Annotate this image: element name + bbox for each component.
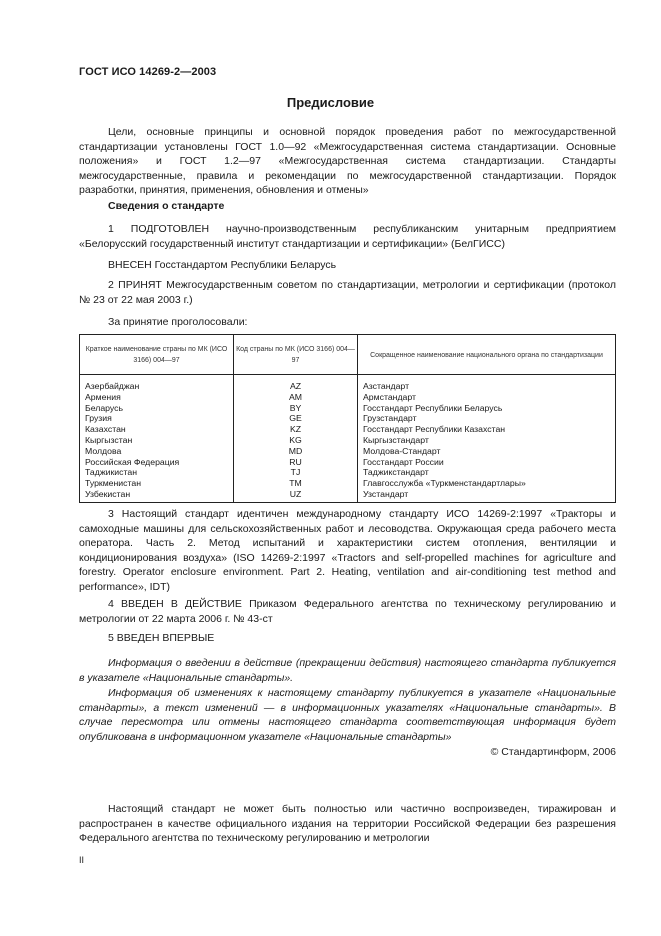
item-2 (79, 278, 616, 307)
info-paragraph-2 (79, 686, 616, 744)
body-cell: Кыргызстандарт (358, 435, 616, 446)
table-row (80, 478, 616, 489)
item-2-text: 2 ПРИНЯТ Межгосударственным советом по стандартизации, метрологии и сертификации (протокол № 23 от 22 мая 2003 г.) (79, 279, 616, 306)
code-cell: GE (234, 413, 358, 424)
country-cell: Узбекистан (80, 489, 234, 502)
info-2-text: Информация об изменениях к настоящему стандарту публикуется в указателе «Национальные стандарты», а текст изменений — в информационных указателях «Национальные стандарты». В случае пересмотра или отмены настоящего стандарта соответствующая информация будет опубликована в информационном указателе «Национальные стандарты» (79, 687, 616, 743)
voted-line: За принятие проголосовали: (108, 316, 248, 328)
item-1-text: 1 ПОДГОТОВЛЕН научно-производственным республиканским унитарным предприятием «Белорусский государственный институт стандартизации и сертификации» (БелГИСС) (79, 223, 616, 250)
country-cell: Казахстан (80, 424, 234, 435)
country-cell: Российская Федерация (80, 457, 234, 468)
country-cell: Азербайджан (80, 375, 234, 392)
info-paragraph-1 (79, 656, 616, 685)
code-cell: BY (234, 403, 358, 414)
subheading: Сведения о стандарте (108, 200, 225, 212)
body-cell: Госстандарт Республики Казахстан (358, 424, 616, 435)
body-cell: Узстандарт (358, 489, 616, 502)
table-row (80, 489, 616, 502)
body-cell: Главгосслужба «Туркменстандартлары» (358, 478, 616, 489)
table-row (80, 435, 616, 446)
body-cell: Госстандарт Республики Беларусь (358, 403, 616, 414)
intro-paragraph (79, 125, 616, 198)
code-cell: TM (234, 478, 358, 489)
table-row (80, 413, 616, 424)
table-header-body: Сокращенное наименование национального органа по стандартизации (358, 335, 616, 375)
item-3 (79, 507, 616, 595)
page-title: Предисловие (286, 95, 375, 110)
document-header: ГОСТ ИСО 14269-2—2003 (79, 66, 217, 78)
notice-paragraph (79, 802, 616, 846)
intro-text: Цели, основные принципы и основной порядок проведения работ по межгосударственной стандартизации установлены ГОСТ 1.0—92 «Межгосударственная система стандартизации. Основные положения» и ГОСТ 1.2—97 «Межгосударственная система стандартизации. Стандарты межгосударственные, правила и рекомендации по межгосударственной стандартизации. Порядок разработки, принятия, применения, обновления и отмены» (79, 126, 616, 197)
code-cell: TJ (234, 467, 358, 478)
table-row (80, 403, 616, 414)
countries-table (79, 334, 616, 503)
item-1 (79, 222, 616, 251)
item-4-text: 4 ВВЕДЕН В ДЕЙСТВИЕ Приказом Федерального агентства по техническому регулированию и метрологии от 22 марта 2006 г. № 43-ст (79, 598, 616, 625)
table-row (80, 375, 616, 392)
item-5: 5 ВВЕДЕН ВПЕРВЫЕ (108, 632, 215, 644)
table-row (80, 424, 616, 435)
body-cell: Армстандарт (358, 392, 616, 403)
code-cell: AZ (234, 375, 358, 392)
info-1-text: Информация о введении в действие (прекращении действия) настоящего стандарта публикуется в указателе «Национальные стандарты». (79, 657, 616, 684)
body-cell: Грузстандарт (358, 413, 616, 424)
item-3-text: 3 Настоящий стандарт идентичен международному стандарту ИСО 14269-2:1997 «Тракторы и самоходные машины для сельскохозяйственных работ и лесоводства. Окружающая среда рабочего места оператора. Часть 2. Метод испытаний и характеристики систем отопления, вентиляции и кондиционирования воздуха» (ISO 14269-2:1997 «Tractors and self-propelled machines for agriculture and forestry. Operator enclosure environment. Part 2. Heating, ventilation and air-conditioning test method and performance», IDT) (79, 508, 616, 593)
table-row (80, 467, 616, 478)
country-cell: Таджикистан (80, 467, 234, 478)
item-4 (79, 597, 616, 626)
code-cell: UZ (234, 489, 358, 502)
country-cell: Беларусь (80, 403, 234, 414)
copyright: © Стандартинформ, 2006 (490, 746, 616, 758)
body-cell: Госстандарт России (358, 457, 616, 468)
country-cell: Молдова (80, 446, 234, 457)
country-cell: Кыргызстан (80, 435, 234, 446)
page-number: II (79, 855, 85, 865)
body-cell: Таджикстандарт (358, 467, 616, 478)
notice-text: Настоящий стандарт не может быть полностью или частично воспроизведен, тиражирован и распространен в качестве официального издания на территории Российской Федерации без разрешения Федерального агентства по техническому регулированию и метрологии (79, 803, 616, 845)
table-header-code: Код страны по МК (ИСО 3166) 004—97 (234, 335, 358, 375)
code-cell: KG (234, 435, 358, 446)
code-cell: RU (234, 457, 358, 468)
code-cell: MD (234, 446, 358, 457)
table-row (80, 392, 616, 403)
country-cell: Туркменистан (80, 478, 234, 489)
country-cell: Армения (80, 392, 234, 403)
body-cell: Азстандарт (358, 375, 616, 392)
code-cell: AM (234, 392, 358, 403)
code-cell: KZ (234, 424, 358, 435)
body-cell: Молдова-Стандарт (358, 446, 616, 457)
table-header-country: Краткое наименование страны по МК (ИСО 3166) 004—97 (80, 335, 234, 375)
country-cell: Грузия (80, 413, 234, 424)
table-header-row (80, 335, 616, 375)
introduced-line: ВНЕСЕН Госстандартом Республики Беларусь (108, 259, 337, 271)
table-row (80, 446, 616, 457)
table-row (80, 457, 616, 468)
